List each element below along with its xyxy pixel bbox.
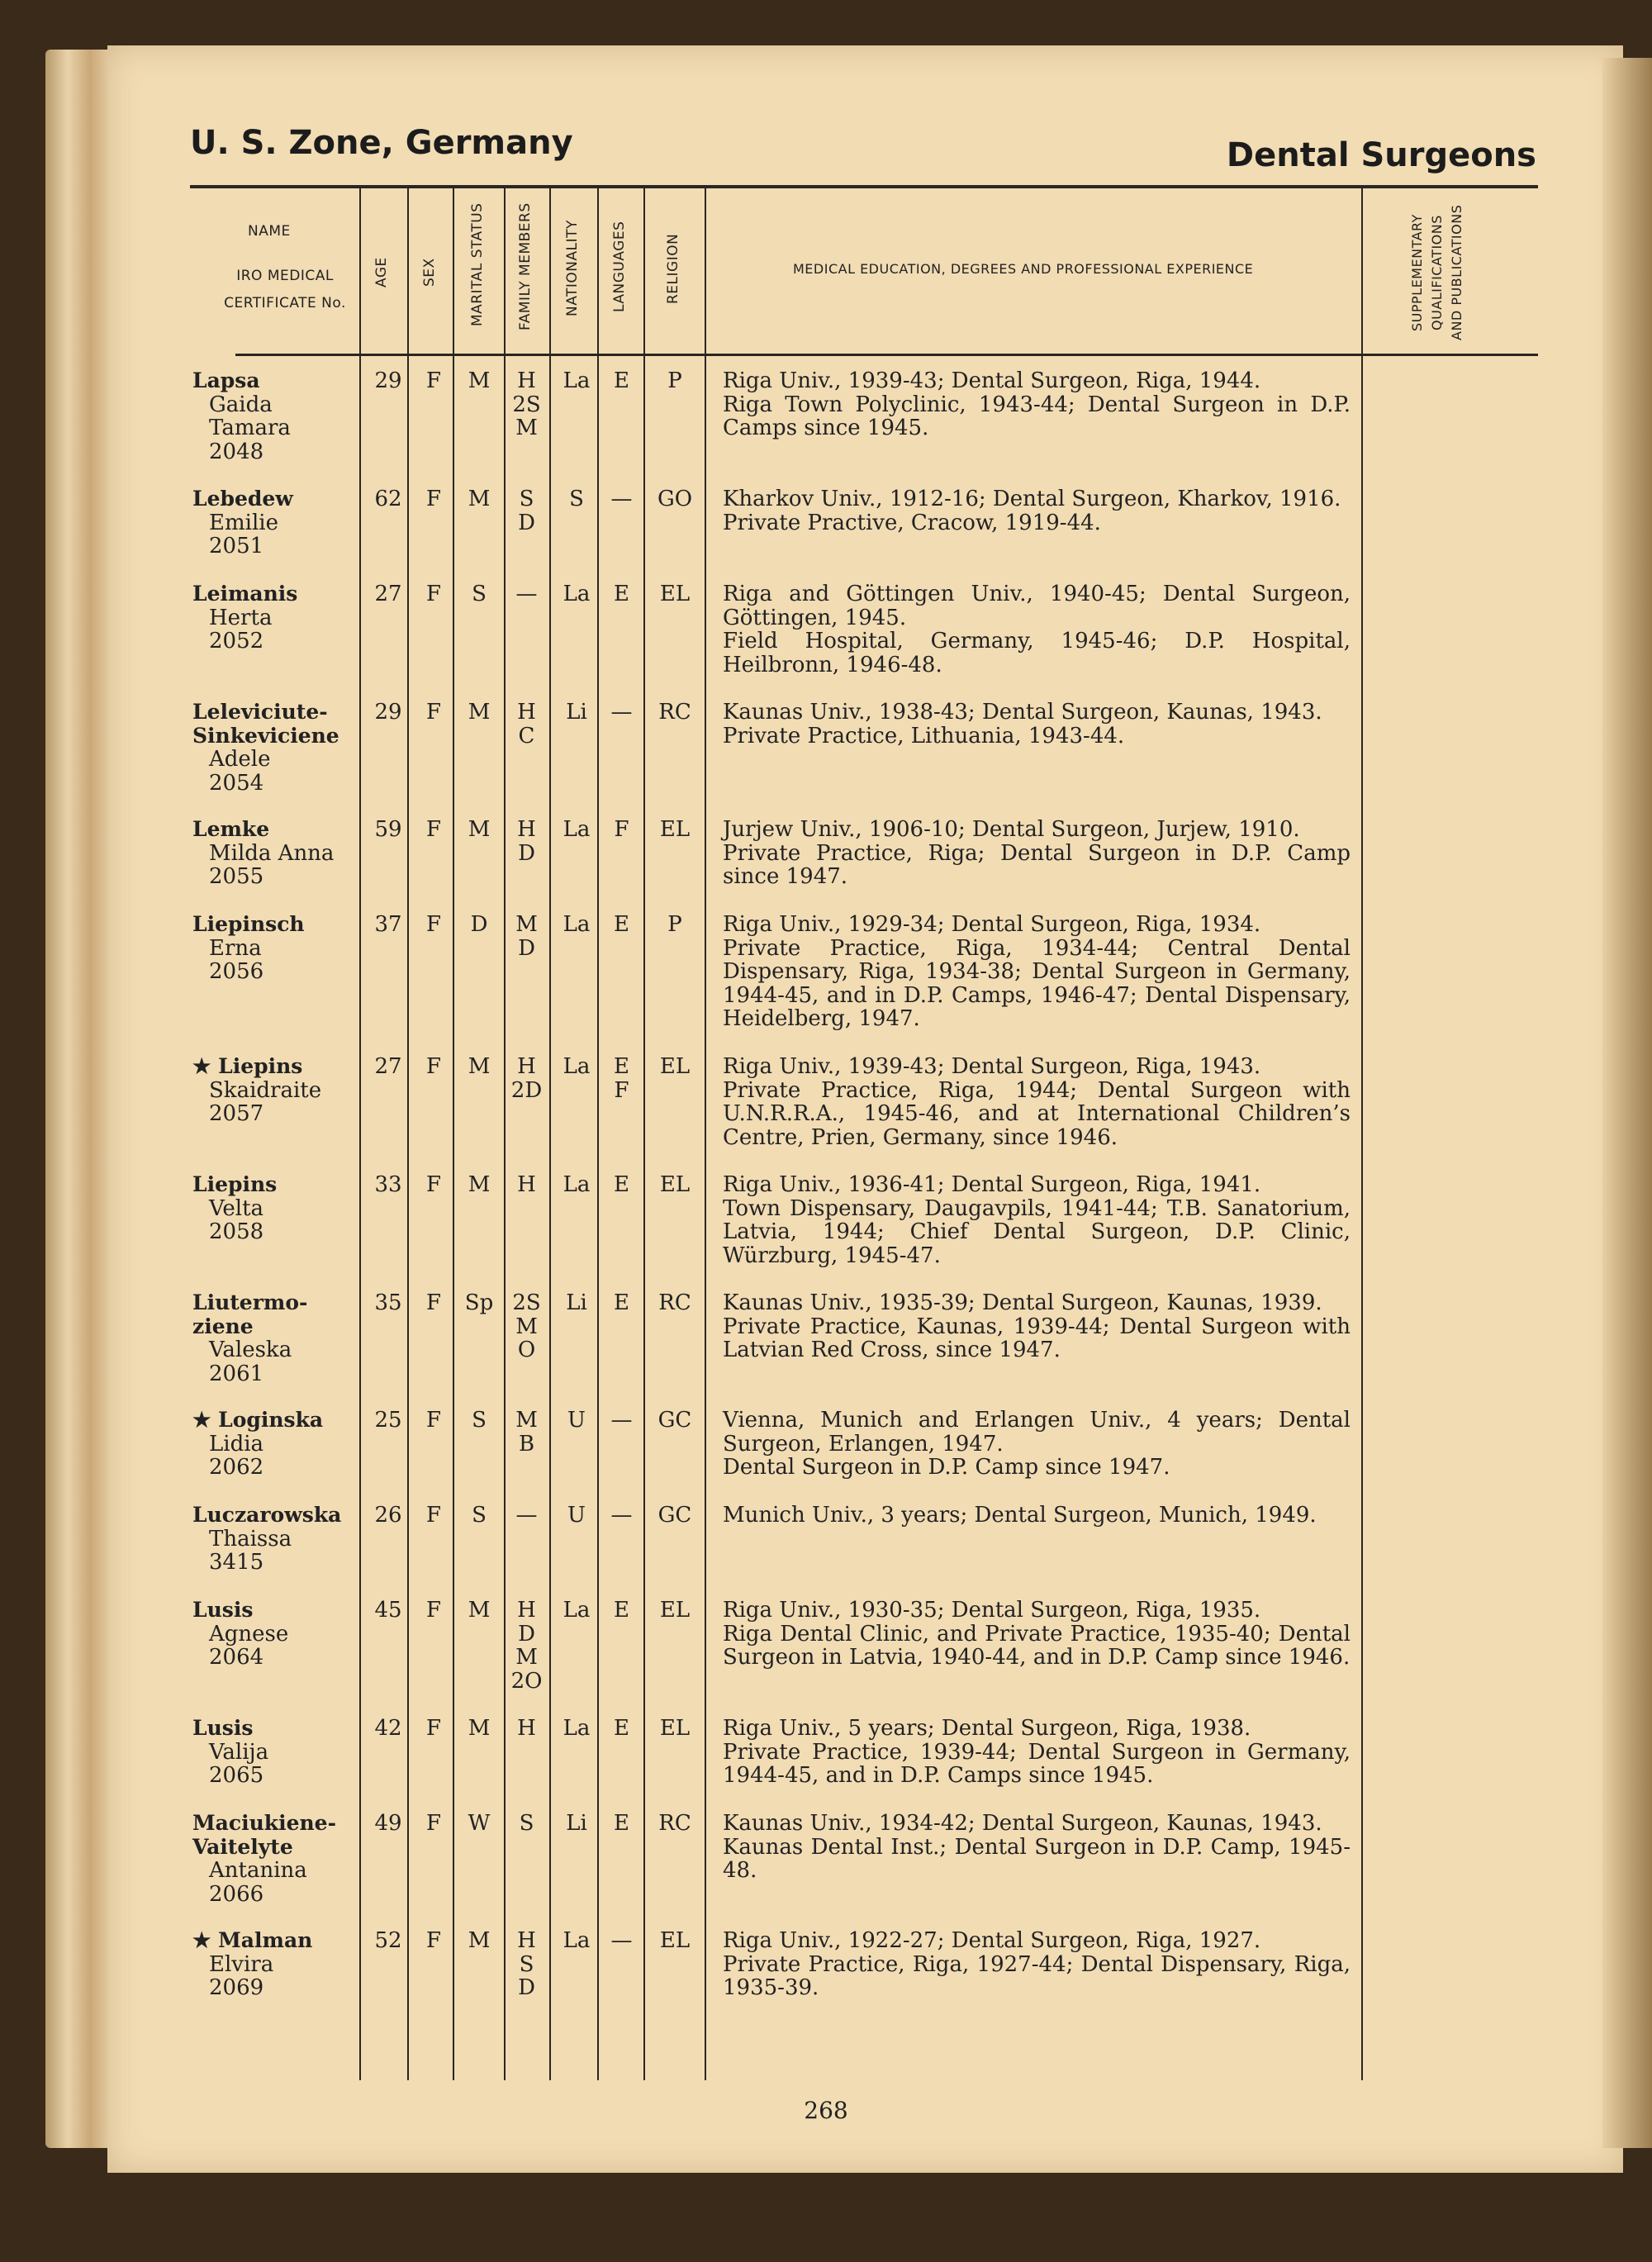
marital-cell: M [468, 1716, 491, 1741]
nationality-cell: S [569, 487, 584, 511]
given-names: Velta [209, 1195, 264, 1221]
languages-cell: E [614, 368, 629, 393]
colhead-supp-2: QUALIFICATIONS [1429, 215, 1445, 330]
family-cell: — [515, 582, 538, 606]
name-cell [192, 1055, 366, 1126]
languages-cell: E [614, 1598, 629, 1623]
name-cell [192, 1812, 366, 1906]
divider-family-nat [549, 188, 551, 2080]
languages-cell: E [614, 1811, 629, 1836]
family-cell: 2S M O [512, 1290, 541, 1362]
colhead-religion: RELIGION [665, 233, 681, 304]
nationality-cell: Li [566, 1290, 587, 1315]
languages-cell: E F [614, 1054, 629, 1103]
sex-cell: F [425, 1172, 442, 1197]
family-cell: S D [518, 487, 535, 535]
given-names: Milda Anna [209, 840, 335, 866]
surname: Leimanis [192, 582, 298, 606]
nationality-cell: La [563, 1172, 591, 1197]
age-cell: 45 [374, 1598, 402, 1623]
education-cell: Riga Univ., 1922-27; Dental Surgeon, Riga, 1927. Private Practice, Riga, 1927-44; Dental Dispensary, Riga, 1935-39. [723, 1928, 1351, 2000]
age-cell: 49 [374, 1811, 402, 1836]
age-cell: 26 [374, 1503, 402, 1528]
languages-cell: — [610, 1503, 633, 1528]
certificate-number: 2048 [209, 439, 264, 464]
education-cell: Munich Univ., 3 years; Dental Surgeon, Munich, 1949. [723, 1503, 1317, 1528]
nationality-cell: La [563, 817, 591, 842]
marital-cell: S [472, 582, 487, 606]
divider-sex-marital [453, 188, 454, 2080]
header-bottom-rule [235, 354, 1538, 356]
header-zone: U. S. Zone, Germany [190, 124, 573, 162]
sex-cell: F [425, 1408, 442, 1433]
nationality-cell: La [563, 1716, 591, 1741]
divider-nat-lang [597, 188, 599, 2080]
name-cell [192, 1599, 366, 1670]
certificate-number: 2054 [209, 770, 264, 796]
sex-cell: F [425, 1928, 442, 1953]
family-cell: H [517, 1172, 536, 1197]
age-cell: 27 [374, 582, 402, 606]
education-cell: Riga Univ., 1939-43; Dental Surgeon, Riga, 1943. Private Practice, Riga, 1944; Dental Surgeon with U.N.R.R.A., 1945-46, and at International Children’s Centre, Prien, Germany, since 1946. [723, 1054, 1351, 1150]
given-names: Agnese [209, 1621, 289, 1647]
nationality-cell: Li [566, 1811, 587, 1836]
family-cell: M B [515, 1408, 538, 1457]
age-cell: 25 [374, 1408, 402, 1433]
age-cell: 35 [374, 1290, 402, 1315]
surname: Liepinsch [192, 912, 305, 936]
surname: ★ Liepins [192, 1054, 303, 1078]
given-names: Antanina [209, 1858, 307, 1883]
given-names: Thaissa [209, 1526, 292, 1552]
surname: Liutermo- ziene [192, 1290, 308, 1338]
marital-cell: M [468, 700, 491, 725]
nationality-cell: La [563, 912, 591, 937]
given-names: Emilie [209, 510, 278, 535]
marital-cell: M [468, 1054, 491, 1079]
education-cell: Riga Univ., 1939-43; Dental Surgeon, Riga, 1944. Riga Town Polyclinic, 1943-44; Dental Surgeon in D.P. Camps since 1945. [723, 368, 1351, 440]
languages-cell: E [614, 1716, 629, 1741]
given-names: Erna [209, 935, 262, 961]
religion-cell: EL [659, 1928, 691, 1953]
given-names: Lidia [209, 1431, 264, 1457]
family-cell: H S D [517, 1928, 536, 2000]
sex-cell: F [425, 1503, 442, 1528]
name-cell [192, 1291, 366, 1385]
given-names: Valija [209, 1739, 269, 1765]
marital-cell: S [472, 1503, 487, 1528]
family-cell: M D [515, 912, 538, 961]
colhead-age: AGE [373, 257, 390, 288]
family-cell: H D [517, 817, 536, 866]
colhead-sex: SEX [421, 258, 438, 288]
languages-cell: E [614, 1172, 629, 1197]
surname: ★ Malman [192, 1928, 313, 1952]
religion-cell: EL [659, 1716, 691, 1741]
age-cell: 27 [374, 1054, 402, 1079]
surname: Liepins [192, 1172, 278, 1196]
name-cell [192, 1409, 366, 1480]
marital-cell: M [468, 368, 491, 393]
certificate-number: 2069 [209, 1975, 264, 2000]
marital-cell: S [472, 1408, 487, 1433]
marital-cell: Sp [464, 1290, 494, 1315]
family-cell: H 2D [510, 1054, 543, 1103]
marital-cell: D [470, 912, 488, 937]
religion-cell: GO [657, 487, 693, 511]
surname: Lusis [192, 1598, 254, 1622]
religion-cell: P [667, 368, 682, 393]
sex-cell: F [425, 1811, 442, 1836]
sex-cell: F [425, 700, 442, 725]
age-cell: 42 [374, 1716, 402, 1741]
divider-age-sex [407, 188, 409, 2080]
age-cell: 33 [374, 1172, 402, 1197]
given-names: Valeska [209, 1338, 292, 1362]
religion-cell: EL [659, 1598, 691, 1623]
languages-cell: E [614, 582, 629, 606]
age-cell: 29 [374, 700, 402, 725]
given-names: Adele [209, 747, 271, 772]
sex-cell: F [425, 487, 442, 511]
name-cell [192, 818, 366, 889]
given-names: Gaida Tamara [209, 392, 291, 440]
colhead-nationality: NATIONALITY [564, 220, 581, 317]
name-cell [192, 1929, 366, 2000]
certificate-number: 2065 [209, 1763, 264, 1788]
education-cell: Vienna, Munich and Erlangen Univ., 4 years; Dental Surgeon, Erlangen, 1947. Dental Surgeon in D.P. Camp since 1947. [723, 1408, 1351, 1480]
name-cell [192, 369, 366, 463]
certificate-number: 2056 [209, 959, 264, 984]
colhead-marital: MARITAL STATUS [469, 202, 486, 326]
surname: Lebedew [192, 487, 293, 511]
certificate-number: 2051 [209, 534, 264, 558]
nationality-cell: U [567, 1503, 586, 1528]
marital-cell: M [468, 1598, 491, 1623]
religion-cell: EL [659, 582, 691, 606]
surname: Lapsa [192, 368, 260, 392]
education-cell: Kaunas Univ., 1938-43; Dental Surgeon, Kaunas, 1943. Private Practice, Lithuania, 1943-44. [723, 700, 1322, 748]
nationality-cell: La [563, 1928, 591, 1953]
certificate-number: 2058 [209, 1219, 264, 1244]
divider-rel-edu [705, 188, 706, 2080]
education-cell: Riga and Göttingen Univ., 1940-45; Dental Surgeon, Göttingen, 1945. Field Hospital, Germany, 1945-46; D.P. Hospital, Heilbronn, 1946-48. [723, 582, 1351, 677]
sex-cell: F [425, 1716, 442, 1741]
education-cell: Riga Univ., 1930-35; Dental Surgeon, Riga, 1935. Riga Dental Clinic, and Private Practice, 1935-40; Dental Surgeon in Latvia, 1940-44, and in D.P. Camp since 1946. [723, 1598, 1351, 1670]
languages-cell: — [610, 487, 633, 511]
surname: ★ Loginska [192, 1408, 324, 1432]
certificate-number: 2057 [209, 1101, 264, 1126]
sex-cell: F [425, 1290, 442, 1315]
name-cell [192, 582, 366, 653]
name-cell [192, 1504, 366, 1575]
marital-cell: W [468, 1811, 491, 1836]
education-cell: Jurjew Univ., 1906-10; Dental Surgeon, Jurjew, 1910. Private Practice, Riga; Dental Surgeon in D.P. Camp since 1947. [723, 817, 1351, 889]
colhead-supp-1: SUPPLEMENTARY [1409, 214, 1425, 331]
page-number: 268 [804, 2097, 848, 2124]
divider-name-age [359, 188, 361, 2080]
nationality-cell: Li [566, 700, 587, 725]
certificate-number: 3415 [209, 1550, 264, 1575]
certificate-number: 2062 [209, 1455, 264, 1480]
family-cell: H D M 2O [510, 1598, 543, 1694]
colhead-languages: LANGUAGES [611, 221, 628, 312]
religion-cell: RC [658, 700, 691, 725]
book-right-edge [1602, 58, 1652, 2148]
age-cell: 62 [374, 487, 402, 511]
marital-cell: M [468, 1928, 491, 1953]
age-cell: 29 [374, 368, 402, 393]
name-cell [192, 701, 366, 795]
sex-cell: F [425, 1598, 442, 1623]
surname: Maciukiene- Vaitelyte [192, 1811, 336, 1859]
sex-cell: F [425, 582, 442, 606]
sex-cell: F [425, 1054, 442, 1079]
marital-cell: M [468, 817, 491, 842]
religion-cell: EL [659, 1172, 691, 1197]
divider-marital-family [504, 188, 506, 2080]
religion-cell: EL [659, 817, 691, 842]
religion-cell: P [667, 912, 682, 937]
family-cell: H [517, 1716, 536, 1741]
name-cell [192, 1717, 366, 1788]
languages-cell: E [614, 1290, 629, 1315]
family-cell: H 2S M [512, 368, 541, 440]
certificate-number: 2052 [209, 629, 264, 653]
certificate-number: 2055 [209, 864, 264, 889]
religion-cell: GC [657, 1408, 692, 1433]
religion-cell: RC [658, 1290, 691, 1315]
nationality-cell: La [563, 368, 591, 393]
certificate-number: 2061 [209, 1361, 264, 1386]
languages-cell: F [614, 817, 629, 842]
nationality-cell: La [563, 582, 591, 606]
nationality-cell: U [567, 1408, 586, 1433]
marital-cell: M [468, 1172, 491, 1197]
given-names: Skaidraite [209, 1077, 322, 1103]
colhead-name: NAME [248, 223, 291, 240]
surname: Leleviciute- Sinkeviciene [192, 700, 339, 748]
name-cell [192, 913, 366, 984]
age-cell: 59 [374, 817, 402, 842]
certificate-number: 2066 [209, 1881, 264, 1907]
nationality-cell: La [563, 1598, 591, 1623]
education-cell: Riga Univ., 5 years; Dental Surgeon, Riga, 1938. Private Practice, 1939-44; Dental Surgeon in Germany, 1944-45, and in D.P. Camps since 1945. [723, 1716, 1351, 1788]
languages-cell: — [610, 700, 633, 725]
header-section: Dental Surgeons [1226, 136, 1536, 174]
given-names: Herta [209, 605, 273, 630]
certificate-number: 2064 [209, 1645, 264, 1670]
education-cell: Riga Univ., 1929-34; Dental Surgeon, Riga, 1934. Private Practice, Riga, 1934-44; Central Dental Dispensary, Riga, 1934-38; Dental Surgeon in Germany, 1944-45, and in D.P. Camps, 1946-47; Dental Dispensary, Heidelberg, 1947. [723, 912, 1351, 1031]
religion-cell: GC [657, 1503, 692, 1528]
divider-lang-rel [643, 188, 645, 2080]
colhead-education: MEDICAL EDUCATION, DEGREES AND PROFESSIONAL EXPERIENCE [793, 261, 1254, 277]
languages-cell: — [610, 1928, 633, 1953]
family-cell: H C [517, 700, 536, 748]
sex-cell: F [425, 817, 442, 842]
languages-cell: — [610, 1408, 633, 1433]
given-names: Elvira [209, 1951, 274, 1977]
sex-cell: F [425, 912, 442, 937]
age-cell: 37 [374, 912, 402, 937]
languages-cell: E [614, 912, 629, 937]
education-cell: Kharkov Univ., 1912-16; Dental Surgeon, Kharkov, 1916. Private Practive, Cracow, 1919-44. [723, 487, 1341, 535]
religion-cell: RC [658, 1811, 691, 1836]
nationality-cell: La [563, 1054, 591, 1079]
colhead-supp-3: AND PUBLICATIONS [1449, 204, 1464, 341]
sex-cell: F [425, 368, 442, 393]
name-cell [192, 487, 366, 558]
education-cell: Riga Univ., 1936-41; Dental Surgeon, Riga, 1941. Town Dispensary, Daugavpils, 1941-44; T.B. Sanatorium, Latvia, 1944; Chief Dental Surgeon, D.P. Clinic, Würzburg, 1945-47. [723, 1172, 1351, 1268]
surname: Lusis [192, 1716, 254, 1740]
surname: Lemke [192, 817, 270, 841]
religion-cell: EL [659, 1054, 691, 1079]
education-cell: Kaunas Univ., 1935-39; Dental Surgeon, Kaunas, 1939. Private Practice, Kaunas, 1939-44; Dental Surgeon with Latvian Red Cross, since 1947. [723, 1290, 1351, 1362]
colhead-cert: IRO MEDICAL CERTIFICATE No. [224, 268, 346, 311]
colhead-family: FAMILY MEMBERS [517, 202, 534, 330]
top-rule [190, 185, 1538, 188]
surname: Luczarowska [192, 1503, 342, 1527]
marital-cell: M [468, 487, 491, 511]
education-cell: Kaunas Univ., 1934-42; Dental Surgeon, Kaunas, 1943. Kaunas Dental Inst.; Dental Surgeon in D.P. Camp, 1945-48. [723, 1811, 1351, 1883]
family-cell: S [519, 1811, 534, 1836]
age-cell: 52 [374, 1928, 402, 1953]
name-cell [192, 1173, 366, 1244]
family-cell: — [515, 1503, 538, 1528]
divider-edu-supp [1361, 188, 1363, 2080]
